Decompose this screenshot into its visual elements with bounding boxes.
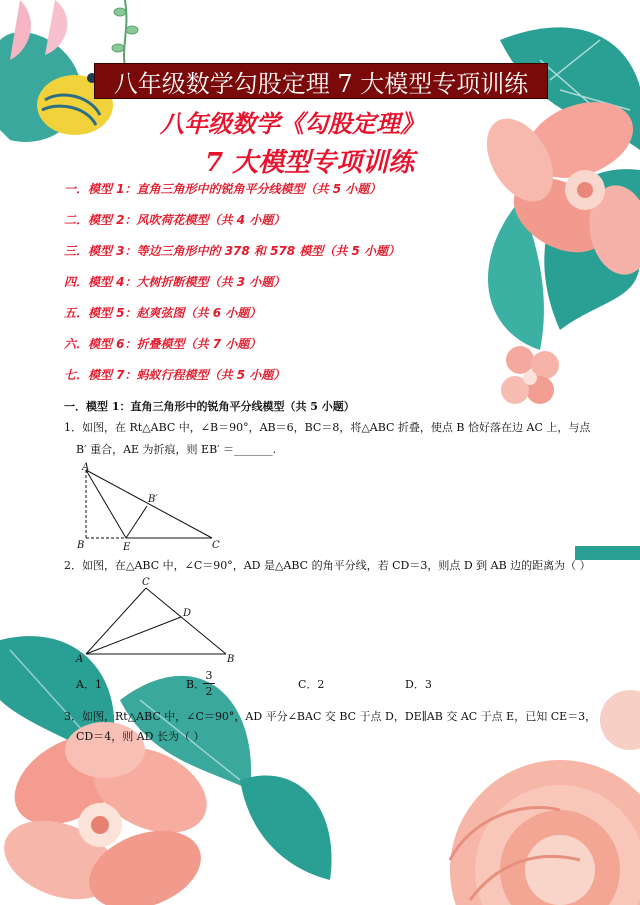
title-banner (94, 63, 548, 99)
fraction-denominator: 2 (205, 685, 213, 698)
toc-item[interactable]: 四．模型 4：大树折断模型（共 3 小题） (64, 275, 286, 289)
table-of-contents (64, 181, 400, 398)
toc-item[interactable]: 一．模型 1：直角三角形中的锐角平分线模型（共 5 小题） (64, 182, 382, 196)
question-3-line1: 3．如图，Rt△ABC 中，∠C＝90°，AD 平分∠BAC 交 BC 于点 D，DE∥AB 交 AC 于点 E，已知 CE＝3， (64, 710, 597, 723)
label-B: B (77, 540, 85, 551)
toc-item[interactable]: 三．模型 3：等边三角形中的 378 和 578 模型（共 5 小题） (64, 244, 401, 258)
fraction-numerator: 3 (205, 669, 213, 682)
option-a[interactable]: A．1 (76, 678, 102, 691)
option-c[interactable]: C．2 (298, 678, 325, 691)
question-3-line2: CD＝4，则 AD 长为（ ） (76, 730, 205, 743)
label-A: A (76, 654, 84, 665)
label-D: D (183, 608, 192, 619)
question-2-figure (74, 576, 244, 668)
label-B: B (227, 654, 235, 665)
label-C: C (142, 577, 150, 588)
option-b[interactable]: B． (186, 678, 206, 691)
toc-item[interactable]: 二．模型 2：风吹荷花模型（共 4 小题） (64, 213, 286, 227)
label-B-prime: B′ (148, 494, 158, 505)
toc-item[interactable]: 五．模型 5：赵爽弦图（共 6 小题） (64, 306, 262, 320)
question-1-line1: 1．如图，在 Rt△ABC 中，∠B＝90°，AB＝6，BC＝8，将△ABC 折叠，使点 B 恰好落在边 AC 上，与点 (64, 421, 591, 434)
small-pink-flower (501, 346, 559, 404)
main-title-line2: 7 大模型专项训练 (205, 148, 415, 178)
option-b-fraction (203, 669, 215, 698)
main-title-line1: 八年级数学《勾股定理》 (160, 109, 424, 138)
option-d[interactable]: D．3 (405, 678, 432, 691)
label-A: A (82, 462, 90, 473)
question-2: 2．如图，在△ABC 中，∠C＝90°，AD 是△ABC 的角平分线，若 CD＝3，则点 D 到 AB 边的距离为（ ） (64, 559, 591, 572)
label-C: C (212, 540, 220, 551)
toc-item[interactable]: 六．模型 6：折叠模型（共 7 小题） (64, 337, 262, 351)
label-E: E (123, 542, 131, 553)
banner-title: 八年级数学勾股定理 7 大模型专项训练 (113, 69, 529, 98)
fraction-bar (203, 683, 215, 684)
question-1-figure (74, 462, 224, 554)
question-1-line2: B′ 重合，AE 为折痕，则 EB′ ＝_______. (76, 443, 277, 456)
vine-illustration (112, 0, 138, 70)
section-heading: 一．模型 1：直角三角形中的锐角平分线模型（共 5 小题） (64, 400, 355, 413)
toc-item[interactable]: 七．模型 7：蚂蚁行程模型（共 5 小题） (64, 368, 286, 382)
